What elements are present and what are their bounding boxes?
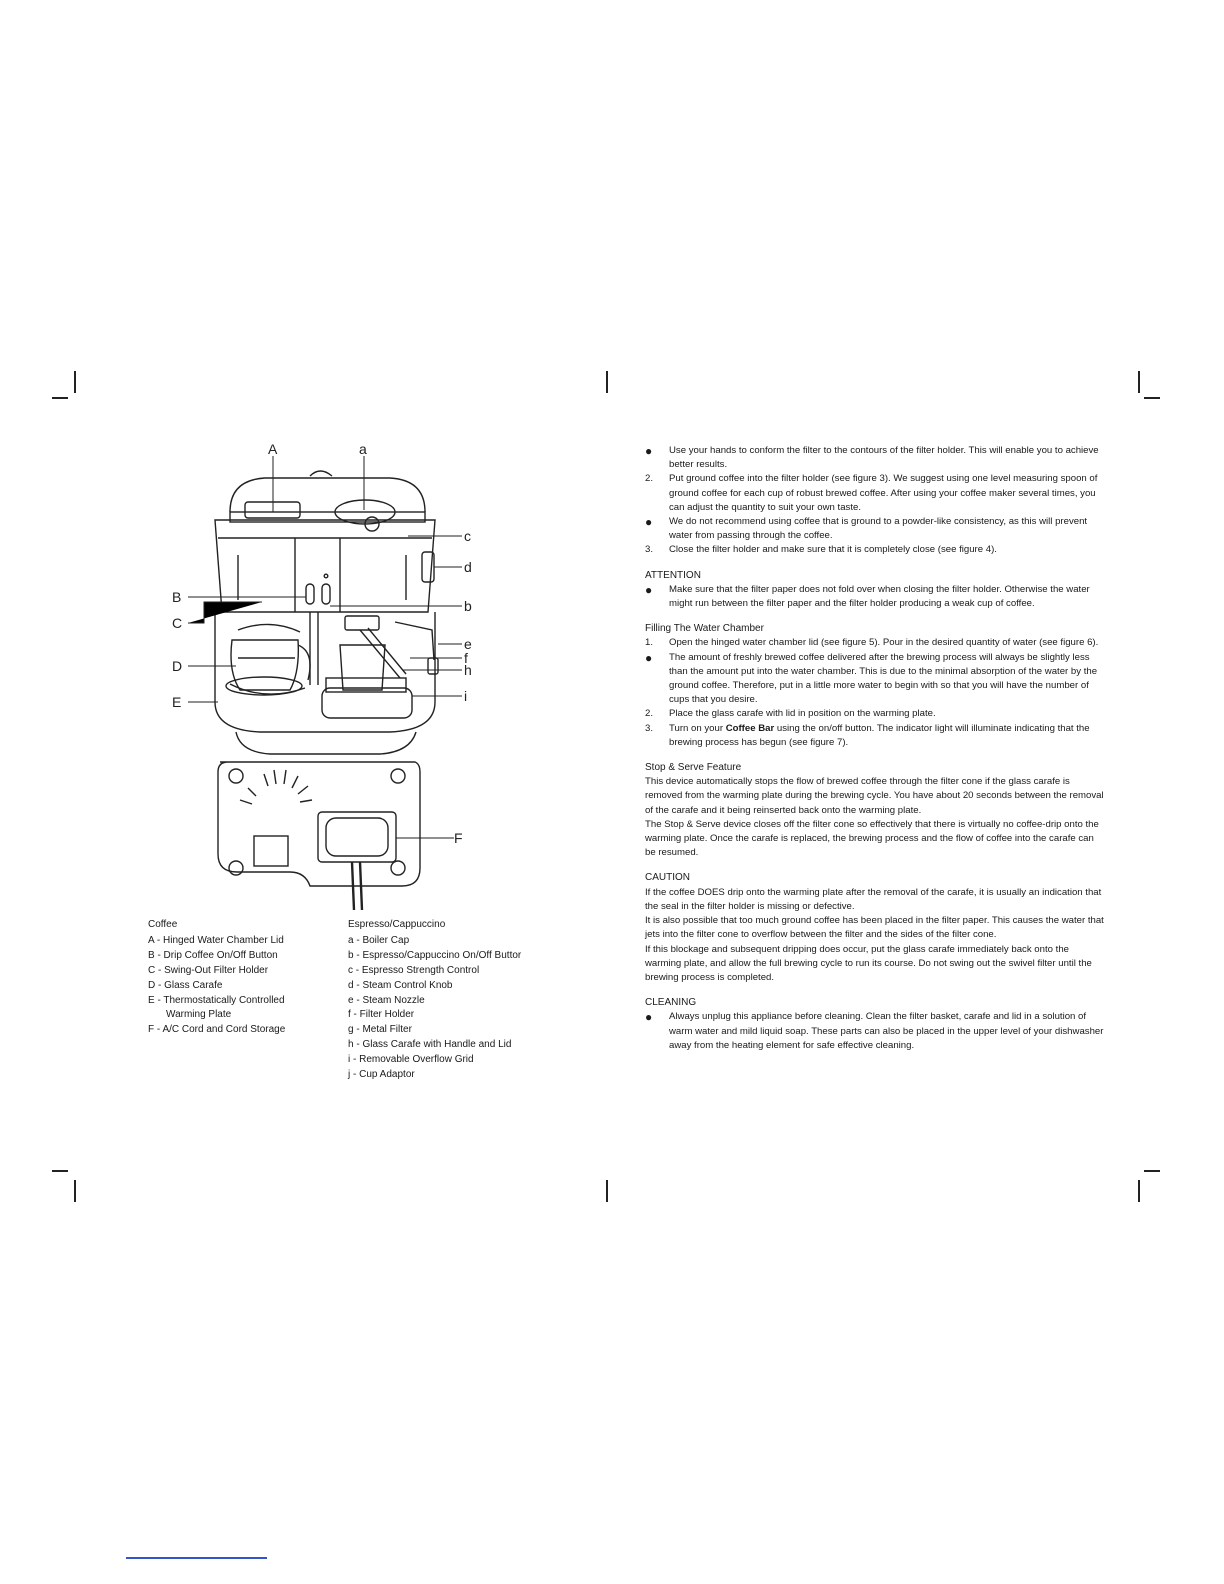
legend-item: A - Hinged Water Chamber Lid [148,934,284,946]
bullet-icon: ● [645,1010,653,1025]
label-D: D [172,658,183,674]
label-E: E [172,694,182,710]
step-number: 3. [645,722,654,734]
attention-heading: ATTENTION [645,569,701,581]
legend-item: g - Metal Filter [348,1024,412,1036]
list-item [645,444,1107,472]
bottom-rule [126,1557,267,1559]
item-text-pre: Turn on your [669,722,726,734]
list-item [645,472,1107,515]
item-text: Place the glass carafe with lid in position on the warming plate. [669,708,936,720]
label-F: F [454,830,463,846]
filling-heading: Filling The Water Chamber [645,623,764,635]
instructions-column [645,444,1107,1053]
list-item [645,1010,1107,1053]
bullet-icon: ● [645,515,653,530]
legend-coffee-heading: Coffee [148,919,178,930]
list-item [645,707,1107,721]
bullet-icon: ● [645,650,653,665]
crop-mark [1144,1170,1160,1172]
product-name: Coffee Bar [725,722,775,734]
legend-item: D - Glass Carafe [148,979,223,991]
caution-heading: CAUTION [645,872,690,884]
item-text: Use your hands to conform the filter to the contours of the filter holder. This will enable you to achieve better results. [669,445,1099,471]
item-text: We do not recommend using coffee that is ground to a powder-like consistency, as this will prevent water from passing through the coffee. [669,516,1088,542]
list-item [645,651,1107,708]
stop-serve-heading: Stop & Serve Feature [645,762,742,774]
legend-item: C - Swing-Out Filter Holder [148,964,269,976]
legend-item: c - Espresso Strength Control [348,964,480,976]
cleaning-heading: CLEANING [645,997,697,1009]
bullet-icon: ● [645,444,653,458]
list-item [645,515,1107,543]
item-text: Make sure that the filter paper does not fold over when closing the filter holder. Otherwise the water might run between the filter paper and the filter holder producing a weak cup of coffee. [669,583,1090,610]
coffee-maker-diagram [140,440,490,910]
legend-item: i - Removable Overflow Grid [348,1054,474,1066]
list-item [645,543,1107,557]
label-b: b [464,598,472,614]
label-B: B [172,589,182,605]
list-item [645,722,1107,750]
item-text-post: using the on/off button. The indicator light will illuminate indicating that the brewing process has begun (see figure 7). [669,722,1090,748]
legend-item: B - Drip Coffee On/Off Button [148,949,278,961]
paragraph: If the coffee DOES drip onto the warming plate after the removal of the carafe, it is usually an indication that the seal in the filter holder is missing or defective. [645,886,1102,912]
legend-item: E - Thermostatically Controlled [148,994,285,1006]
item-text: Close the filter holder and make sure that it is completely close (see figure 4). [669,544,997,556]
crop-mark [1144,397,1160,399]
crop-mark [74,371,76,393]
legend-coffee [148,918,285,1038]
legend-espresso [348,918,521,1083]
label-C: C [172,615,183,631]
legend-item: e - Steam Nozzle [348,994,425,1006]
legend-item: f - Filter Holder [348,1009,415,1021]
paragraph: If this blockage and subsequent dripping does occur, put the glass carafe immediately back onto the warming plate, and allow the full brewing cycle to run its course. Do not swing out the swivel filter until the brewing process is completed. [645,943,1092,983]
item-text: Open the hinged water chamber lid (see figure 5). Pour in the desired quantity of water (see figure 6). [669,637,1099,649]
crop-mark [52,397,68,399]
legend-item: a - Boiler Cap [348,934,410,946]
label-h: h [464,662,472,678]
label-e: e [464,636,472,652]
crop-mark [1138,1180,1140,1202]
step-number: 1. [645,637,654,649]
label-d: d [464,559,472,575]
label-f: f [464,650,468,666]
label-c: c [464,528,471,544]
paragraph: The Stop & Serve device closes off the filter cone so effectively that there is virtually no coffee-drip onto the warming plate. Once the carafe is replaced, the brewing process and the flow of coffee into the carafe can be resumed. [645,818,1099,859]
legend-item: Warming Plate [166,1009,232,1021]
legend-item: j - Cup Adaptor [348,1069,415,1081]
paragraph: This device automatically stops the flow of brewed coffee through the filter cone if the glass carafe is removed from the warming plate during the brewing cycle. You have about 20 seconds between the removal of the carafe and it being reinserted back onto the warming plate. [645,776,1104,816]
label-a: a [359,441,367,457]
crop-mark [606,1180,608,1202]
list-item [645,583,1107,611]
step-number: 2. [645,473,654,485]
label-i: i [464,688,468,704]
crop-mark [606,371,608,393]
legend-item: h - Glass Carafe with Handle and Lid [348,1039,512,1051]
paragraph: It is also possible that too much ground coffee has been placed in the filter paper. This causes the water that jets into the filter cone to overflow between the filter and the sides of the filter cone. [645,915,1104,941]
item-text: Always unplug this appliance before cleaning. Clean the filter basket, carafe and lid in a solution of warm water and mild liquid soap. These parts can also be placed in the upper level of your dishwasher away from the heating element for safe effective cleaning. [669,1011,1104,1051]
legend-item: F - A/C Cord and Cord Storage [148,1024,286,1036]
item-text: Put ground coffee into the filter holder (see figure 3). We suggest using one level measuring spoon of ground coffee for each cup of robust brewed coffee. After using your coffee maker several times, you can adjust the quantity to suit your own taste. [669,473,1098,513]
legend-espresso-heading: Espresso/Cappuccino [348,919,446,930]
step-number: 3. [645,544,654,556]
crop-mark [52,1170,68,1172]
item-text: The amount of freshly brewed coffee delivered after the brewing process will always be slightly less than the amount put into the water chamber. This is due to the minimal absorption of the water by the ground coffee. Therefore, put in a little more water to begin with so that you will have the number of cups that you desire. [669,651,1098,706]
crop-mark [74,1180,76,1202]
label-A: A [268,441,278,457]
legend-item: b - Espresso/Cappuccino On/Off Buttor [348,949,522,961]
step-number: 2. [645,708,654,720]
crop-mark [1138,371,1140,393]
bullet-icon: ● [645,582,653,597]
list-item [645,636,1107,650]
legend-item: d - Steam Control Knob [348,979,453,991]
